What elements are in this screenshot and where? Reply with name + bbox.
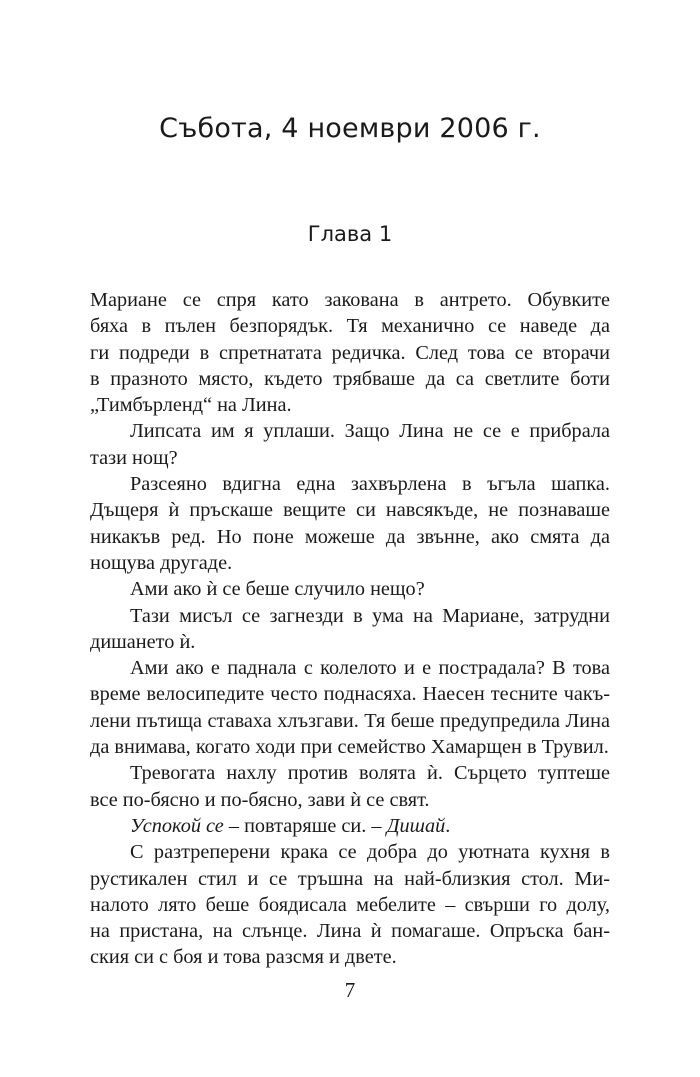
paragraph (90, 418, 610, 471)
paragraph (90, 655, 610, 760)
text-line: Дъщеря ѝ пръскаше вещите си навсякъде, не познаваше (90, 499, 610, 522)
text-line: никакъв ред. Но поне можеше да звънне, ако смята да (90, 525, 610, 548)
text-line (90, 813, 610, 839)
text-line: време велосипедите често поднасяха. Наесен тесните чакъ- (90, 683, 610, 706)
text-line: налото лято беше боядисала мебелите – свърши го долу, (90, 893, 610, 916)
text-line: Тревогата нахлу против волята ѝ. Сърцето туптеше (130, 762, 610, 785)
text-line: в празното място, където трябваше да са светлите боти (90, 367, 610, 390)
text-line: Липсата им я уплаши. Защо Лина не се е прибрала (130, 420, 610, 443)
text-line: нощува другаде. (90, 551, 233, 574)
italic-phrase: Дишай (386, 814, 446, 837)
paragraph (90, 287, 610, 418)
text-line: бяха в пълен безпорядък. Тя механично се наведе да (90, 315, 610, 338)
text-line: ги подреди в спретнатата редичка. След това се вторачи (90, 341, 610, 364)
text-line: Ами ако е паднала с колелото и е пострадала? В това (130, 657, 610, 680)
text-line: все по-бясно и по-бясно, зави ѝ се свят. (90, 788, 430, 811)
text-run: – повтаряше си. – (223, 814, 387, 837)
paragraph (90, 760, 610, 813)
chapter-body (90, 287, 610, 971)
text-line: Мариане се спря като закована в антрето. Обувките (90, 289, 610, 311)
text-line: тази нощ? (90, 446, 178, 469)
date-heading: Събота, 4 ноември 2006 г. (159, 113, 541, 144)
text-line: на пристана, на слънце. Лина ѝ помагаше. Опръска бан- (90, 920, 610, 943)
chapter-heading: Глава 1 (307, 222, 393, 246)
text-line: рустикален стил и се тръшна на най-близкия стол. Ми- (90, 867, 610, 890)
text-line: лени пътища ставаха хлъзгави. Тя беше предупредила Лина (90, 709, 610, 732)
text-line: „Тимбърленд“ на Лина. (90, 394, 292, 417)
text-line: да внимава, когато ходи при семейство Хамарщен в Трувил. (90, 736, 609, 759)
text-line: С разтреперени крака се добра до уютната кухня в (130, 841, 610, 864)
text-line: Разсеяно вдигна една захвърлена в ъгъла шапка. (130, 473, 610, 496)
paragraph (90, 813, 610, 839)
text-line: Ами ако ѝ се беше случило нещо? (130, 578, 425, 601)
paragraph (90, 839, 610, 970)
text-run: . (445, 814, 451, 837)
text-line: ския си с боя и това разсмя и двете. (90, 946, 397, 969)
paragraph (90, 576, 610, 602)
italic-phrase: Успокой се (130, 814, 224, 837)
paragraph (90, 471, 610, 576)
text-line: дишането ѝ. (90, 630, 196, 653)
text-line: Тази мисъл се загнезди в ума на Мариане, затрудни (130, 604, 610, 627)
paragraph (90, 603, 610, 656)
page-number: 7 (344, 978, 356, 1002)
